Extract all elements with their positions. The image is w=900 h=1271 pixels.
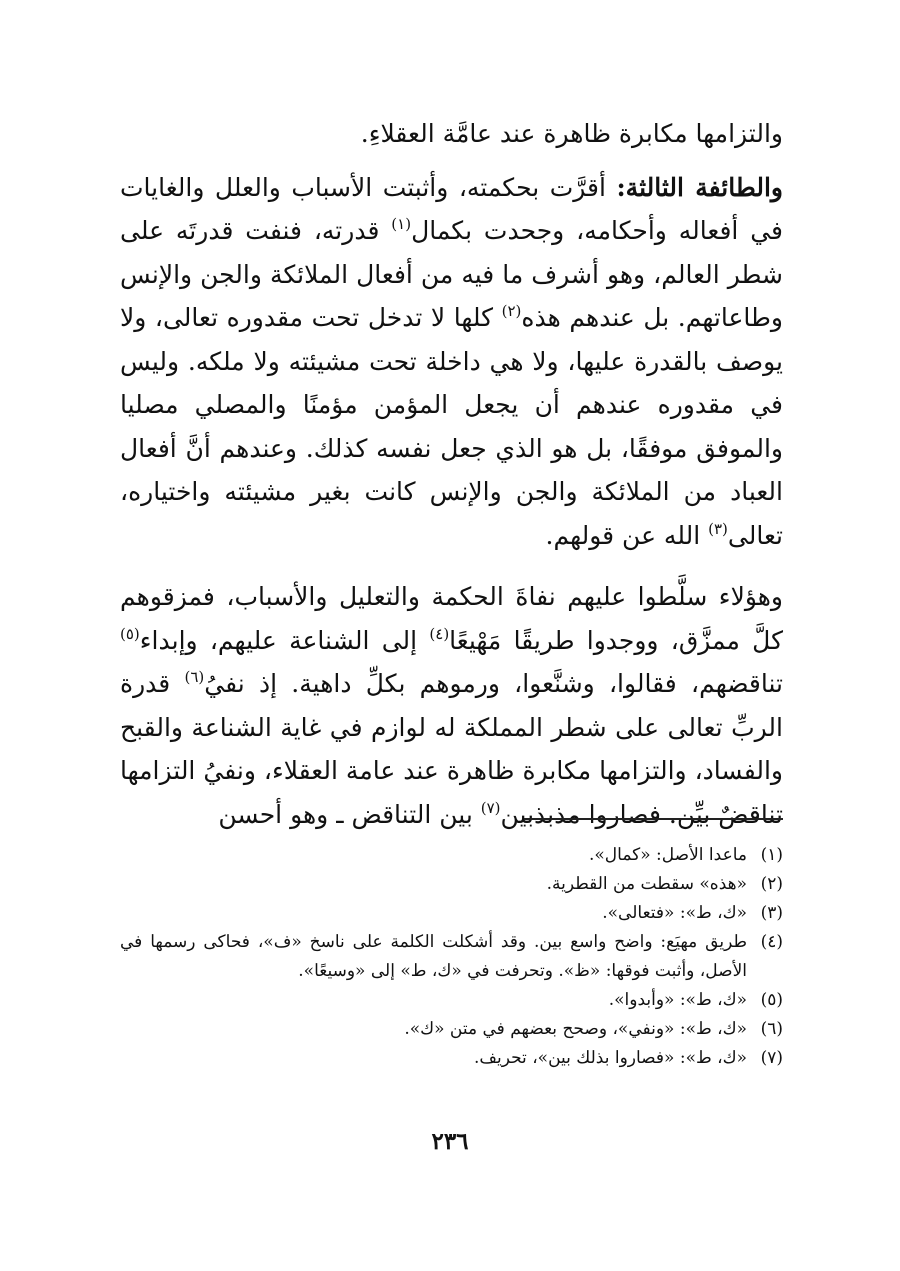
paragraph-text: تناقضهم، فقالوا، وشنَّعوا، ورموهم بكلِّ داهية. إذ نفيُ <box>204 669 783 698</box>
footnote-text: «ك، ط»: «وأبدوا». <box>608 990 747 1010</box>
main-text <box>120 112 783 836</box>
footnote-number: (٧) <box>760 1048 783 1068</box>
footnote-item <box>120 986 783 1015</box>
paragraph-text: أقرَّت بحكمته، وأثبتت الأسباب والعلل والغايات في أفعاله وأحكامه، وجحدت بكمال <box>120 172 783 245</box>
footnote-number: (٦) <box>760 1019 783 1039</box>
footnote-item <box>120 841 783 870</box>
footnote-reference[interactable]: (٧) <box>480 798 501 817</box>
paragraph-text: وهؤلاء سلَّطوا عليهم نفاةَ الحكمة والتعليل والأسباب، فمزقوهم كلَّ ممزَّق، ووجدوا طريقًا مَهْيعًا <box>120 582 783 655</box>
footnote-reference[interactable]: (٣) <box>708 519 728 538</box>
footnote-reference[interactable]: (١) <box>391 215 412 233</box>
footnote-item <box>120 870 783 899</box>
paragraph-deniers <box>120 575 783 836</box>
footnotes-list <box>120 841 783 1073</box>
continuation-text: والتزامها مكابرة ظاهرة عند عامَّة العقلاءِ. <box>360 119 783 148</box>
footnote-reference[interactable]: (٦) <box>184 668 205 686</box>
paragraph-text: بين التناقض ـ وهو أحسن <box>218 799 481 829</box>
footnote-text: طريق مهيَع: واضح واسع بين. وقد أشكلت الكلمة على ناسخ «ف»، فحاكى رسمها في الأصل، وأثبت فوقها: «ظ». وتحرفت في «ك، ط» إلى «وسيعًا». <box>120 932 747 981</box>
footnote-item <box>120 1015 783 1044</box>
paragraph-third-group <box>120 166 783 558</box>
footnote-reference[interactable]: (٢) <box>501 302 522 320</box>
footnote-item <box>120 1044 783 1073</box>
paragraph-text: الله عن قولهم. <box>545 520 709 550</box>
continuation-line <box>120 112 783 156</box>
footnote-text: «ك، ط»: «فتعالى». <box>602 903 747 923</box>
footnote-text: «هذه» سقطت من القطرية. <box>546 874 747 894</box>
footnote-number: (٥) <box>760 990 783 1010</box>
footnote-separator <box>524 818 783 820</box>
footnote-item <box>120 928 783 986</box>
footnote-number: (٢) <box>760 874 783 894</box>
footnote-text: «ك، ط»: «ونفي»، وصحح بعضهم في متن «ك». <box>404 1019 747 1039</box>
footnote-number: (١) <box>760 845 783 865</box>
footnote-text: ماعدا الأصل: «كمال». <box>589 845 747 865</box>
page-number: ٢٣٦ <box>431 1128 469 1155</box>
footnote-reference[interactable]: (٤) <box>429 624 450 643</box>
footnote-reference[interactable]: (٥) <box>120 624 140 643</box>
paragraph-text: قدرة الربِّ تعالى على شطر المملكة له لوازم في غاية الشناعة والقبح والفساد، والتزامها مكابرة ظاهرة عند عامة العقلاء، ونفيُ التزامها تناقضٌ بيِّن. فصاروا مذبذبين <box>120 669 783 829</box>
footnote-number: (٣) <box>760 903 783 923</box>
footnote-item <box>120 899 783 928</box>
paragraph-lead-term: والطائفة الثالثة: <box>616 172 783 202</box>
paragraph-text: كلها لا تدخل تحت مقدوره تعالى، ولا يوصف بالقدرة عليها، ولا هي داخلة تحت مشيئته ولا ملكه. وليس في مقدوره عندهم أن يجعل المؤمن مؤمنًا والمصلي مصليا والموفق موفقًا، بل هو الذي جعل نفسه كذلك. وعندهم أنَّ أفعال العباد من الملائكة والجن والإنس كانت بغير مشيئته واختياره، تعالى <box>120 303 783 550</box>
paragraph-text: إلى الشناعة عليهم، وإبداء <box>139 625 430 655</box>
footnote-number: (٤) <box>760 932 783 952</box>
footnote-text: «ك، ط»: «فصاروا بذلك بين»، تحريف. <box>473 1048 747 1068</box>
paragraph-text: قدرته، فنفت قدرتَه على شطر العالم، وهو أشرف ما فيه من أفعال الملائكة والجن والإنس وطاعاتهم. بل عندهم هذه <box>120 216 783 332</box>
